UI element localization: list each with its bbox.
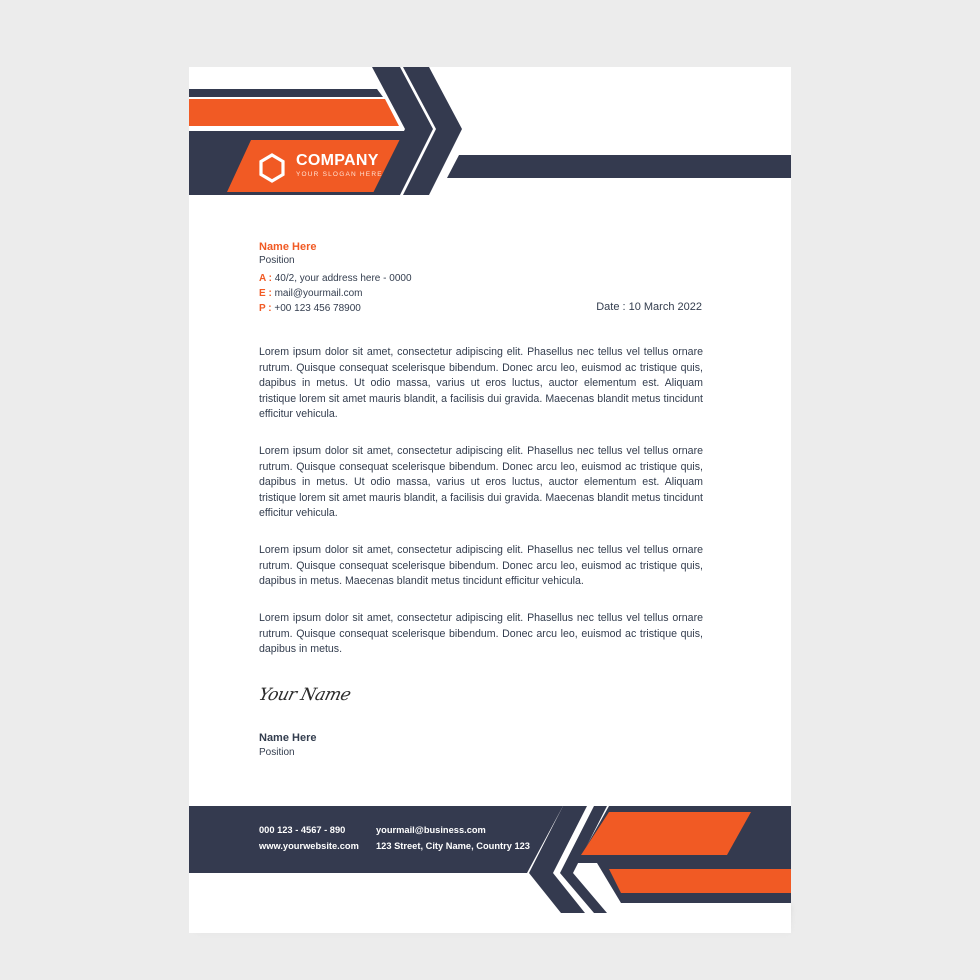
body-paragraph-4: Lorem ipsum dolor sit amet, consectetur adipiscing elit. Phasellus nec tellus vel tellus ornare rutrum. Quisque consequat scelerisque bibendum. Donec arcu leo, euismod ac tristique quis, dapibus in metus. [259,612,703,656]
footer-email: yourmail@business.com [376,825,486,835]
hexagon-logo-icon [259,153,285,183]
footer-orange-lower [609,869,791,893]
header-orange-bar [189,99,399,126]
sender-phone-line [259,301,412,316]
footer-address: 123 Street, City Name, Country 123 [376,841,530,851]
body-paragraph-2: Lorem ipsum dolor sit amet, consectetur adipiscing elit. Phasellus nec tellus vel tellus ornare rutrum. Quisque consequat scelerisque bibendum. Donec arcu leo, euismod ac tristique quis, dapibus in metus. Ut odio massa, varius ut eros luctus, auctor elementum est. Aliquam tristique lorem sit amet mauris blandit, a facilisis dui gravida. Maecenas blandit metus tincidunt efficitur vehicula. [259,445,703,520]
letterhead-page [189,67,791,933]
footer-navy-band [189,806,563,873]
footer-website: www.yourwebsite.com [259,841,359,851]
email-key: E : [259,288,272,299]
sender-phone: +00 123 456 78900 [274,303,361,314]
company-name: COMPANY [296,152,379,169]
phone-key: P : [259,303,272,314]
sender-position: Position [259,255,295,266]
sender-email-line [259,286,412,301]
closing-position: Position [259,747,295,758]
letter-date: Date : 10 March 2022 [596,301,702,313]
brand-block [296,152,396,179]
header-navy-bar-top [189,89,383,97]
sender-name: Name Here [259,241,317,253]
closing-name: Name Here [259,732,317,744]
signature: Your Name [256,685,353,705]
body-paragraph-3: Lorem ipsum dolor sit amet, consectetur adipiscing elit. Phasellus nec tellus vel tellus ornare rutrum. Quisque consequat scelerisque bibendum. Donec arcu leo, euismod ac tristique quis, dapibus in metus. Maecenas blandit metus tincidunt efficitur vehicula. [259,544,703,588]
footer-navy-line [629,899,791,903]
address-key: A : [259,273,272,284]
footer-phone: 000 123 - 4567 - 890 [259,825,346,835]
body-paragraph-1: Lorem ipsum dolor sit amet, consectetur adipiscing elit. Phasellus nec tellus vel tellus ornare rutrum. Quisque consequat scelerisque bibendum. Donec arcu leo, euismod ac tristique quis, dapibus in metus. Ut odio massa, varius ut eros luctus, auctor elementum est. Aliquam tristique lorem sit amet mauris blandit, a facilisis dui gravida. Maecenas blandit metus tincidunt efficitur vehicula. [259,346,703,421]
footer-orange-plate [581,812,751,855]
company-slogan: YOUR SLOGAN HERE [296,171,383,178]
header-right-bar [447,155,791,178]
sender-block [259,240,412,316]
sender-email: mail@yourmail.com [274,288,363,299]
sender-address: 40/2, your address here - 0000 [274,273,412,284]
sender-address-line [259,271,412,286]
